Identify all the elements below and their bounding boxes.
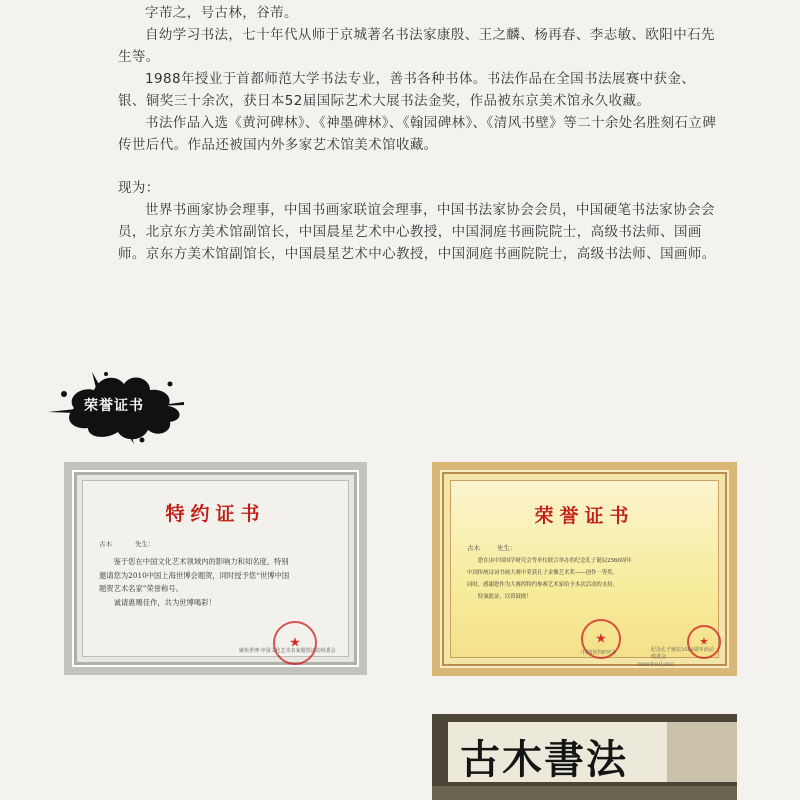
- special-certificate-body-line: 邀请您为2010中国上海世博会题贺，同时授予您“世博中国: [99, 570, 290, 580]
- special-certificate: [64, 462, 367, 675]
- honor-section-ink-tag: [46, 368, 186, 446]
- honor-certificate-body-line: 中国传统诗词书画大赛中荣获孔子金像艺术奖——创作一等奖。: [467, 570, 618, 576]
- special-certificate-name: 古木: [99, 540, 112, 548]
- honor-certificate-body: [467, 555, 737, 603]
- honor-certificate-title: 荣誉证书: [534, 505, 635, 527]
- bio-current-label: 现为：: [118, 180, 160, 196]
- bio-teaching-paragraph: 1988年授业于首都师范大学书法专业，善书各种书体。书法作品在全国书法展赛中获金、银、铜奖三十余次，获日本52届国际艺术大展书法金奖，作品被东京美术馆永久收藏。: [118, 71, 696, 109]
- honor-certificate: [432, 462, 737, 676]
- special-certificate-salutation: 先生：: [135, 540, 155, 548]
- biography-text: [118, 0, 718, 265]
- special-certificate-body-line: 鉴于您在中国文化艺术领域内的影响力和知名度，特别: [113, 557, 289, 566]
- special-certificate-title: 特约证书: [165, 503, 266, 525]
- special-certificate-body-line: 诚请惠赐佳作，共为世博喝彩！: [113, 597, 216, 607]
- bio-stele-paragraph: 书法作品入选《黄河碑林》、《神墨碑林》、《翰园碑林》、《清风书壁》等二十余处名胜刻石立碑传世后代。作品还被国内外多家艺术馆美术馆收藏。: [118, 115, 717, 153]
- honor-certificate-salutation: 先生：: [497, 544, 517, 552]
- special-certificate-body-line: 题贺艺术名家”荣誉称号。: [99, 584, 183, 593]
- honor-certificate-body-line: 您在由中国国学研究会等单位联合举办的纪念孔子诞辰2560周年: [477, 558, 632, 564]
- bio-name-line: 字芾之，号古林，谷芾。: [145, 5, 298, 21]
- plaque-text: 古木書法: [460, 736, 628, 783]
- honor-certificate-name: 古木: [467, 544, 480, 552]
- honor-certificate-date: 2009年9月28日: [637, 662, 675, 668]
- calligraphy-studio-photo: [432, 714, 737, 800]
- seal-star-icon: ★: [289, 635, 301, 651]
- bio-study-paragraph: 自幼学习书法，七十年代从师于京城著名书法家康殷、王之麟、杨再春、李志敏、欧阳中石先生等。: [118, 27, 715, 65]
- special-certificate-panel: [82, 480, 349, 657]
- honor-section-label: 荣誉证书: [84, 398, 144, 414]
- special-certificate-seal: [273, 621, 317, 665]
- special-certificate-issuer: 聚焦世博·中国文化艺术名家题贺活动组委会: [239, 648, 336, 654]
- honor-certificate-body-line: 特颁此证，以资鼓励！: [477, 594, 532, 600]
- special-certificate-body: [99, 555, 361, 609]
- honor-certificate-body-line: 同时，感谢您作为大赛的特约参赛艺术家给予本次活动的支持，: [467, 582, 618, 588]
- photo-right-wall: [667, 722, 737, 782]
- bio-current-positions: 世界书画家协会理事，中国书画家联谊会理事，中国书法家协会会员，中国硬笔书法家协会会员，北京东方美术馆副馆长，中国晨星艺术中心教授，中国洞庭书画院院士，高级书法师、国画师。京东方美术馆副馆长，中国晨星艺术中心教授，中国洞庭书画院院士，高级书法师、国画师。: [118, 202, 716, 262]
- seal-star-icon: ★: [595, 631, 607, 647]
- photo-bottom-frame: [432, 786, 737, 800]
- honor-certificate-panel: [450, 480, 719, 668]
- honor-certificate-issuer-2: 纪念孔子诞辰2560周年活动组委会: [651, 647, 714, 660]
- seal-star-icon: ★: [699, 636, 709, 648]
- calligraphy-plaque: [448, 722, 668, 782]
- honor-certificate-issuer-1: 中国国学研究会: [581, 650, 617, 656]
